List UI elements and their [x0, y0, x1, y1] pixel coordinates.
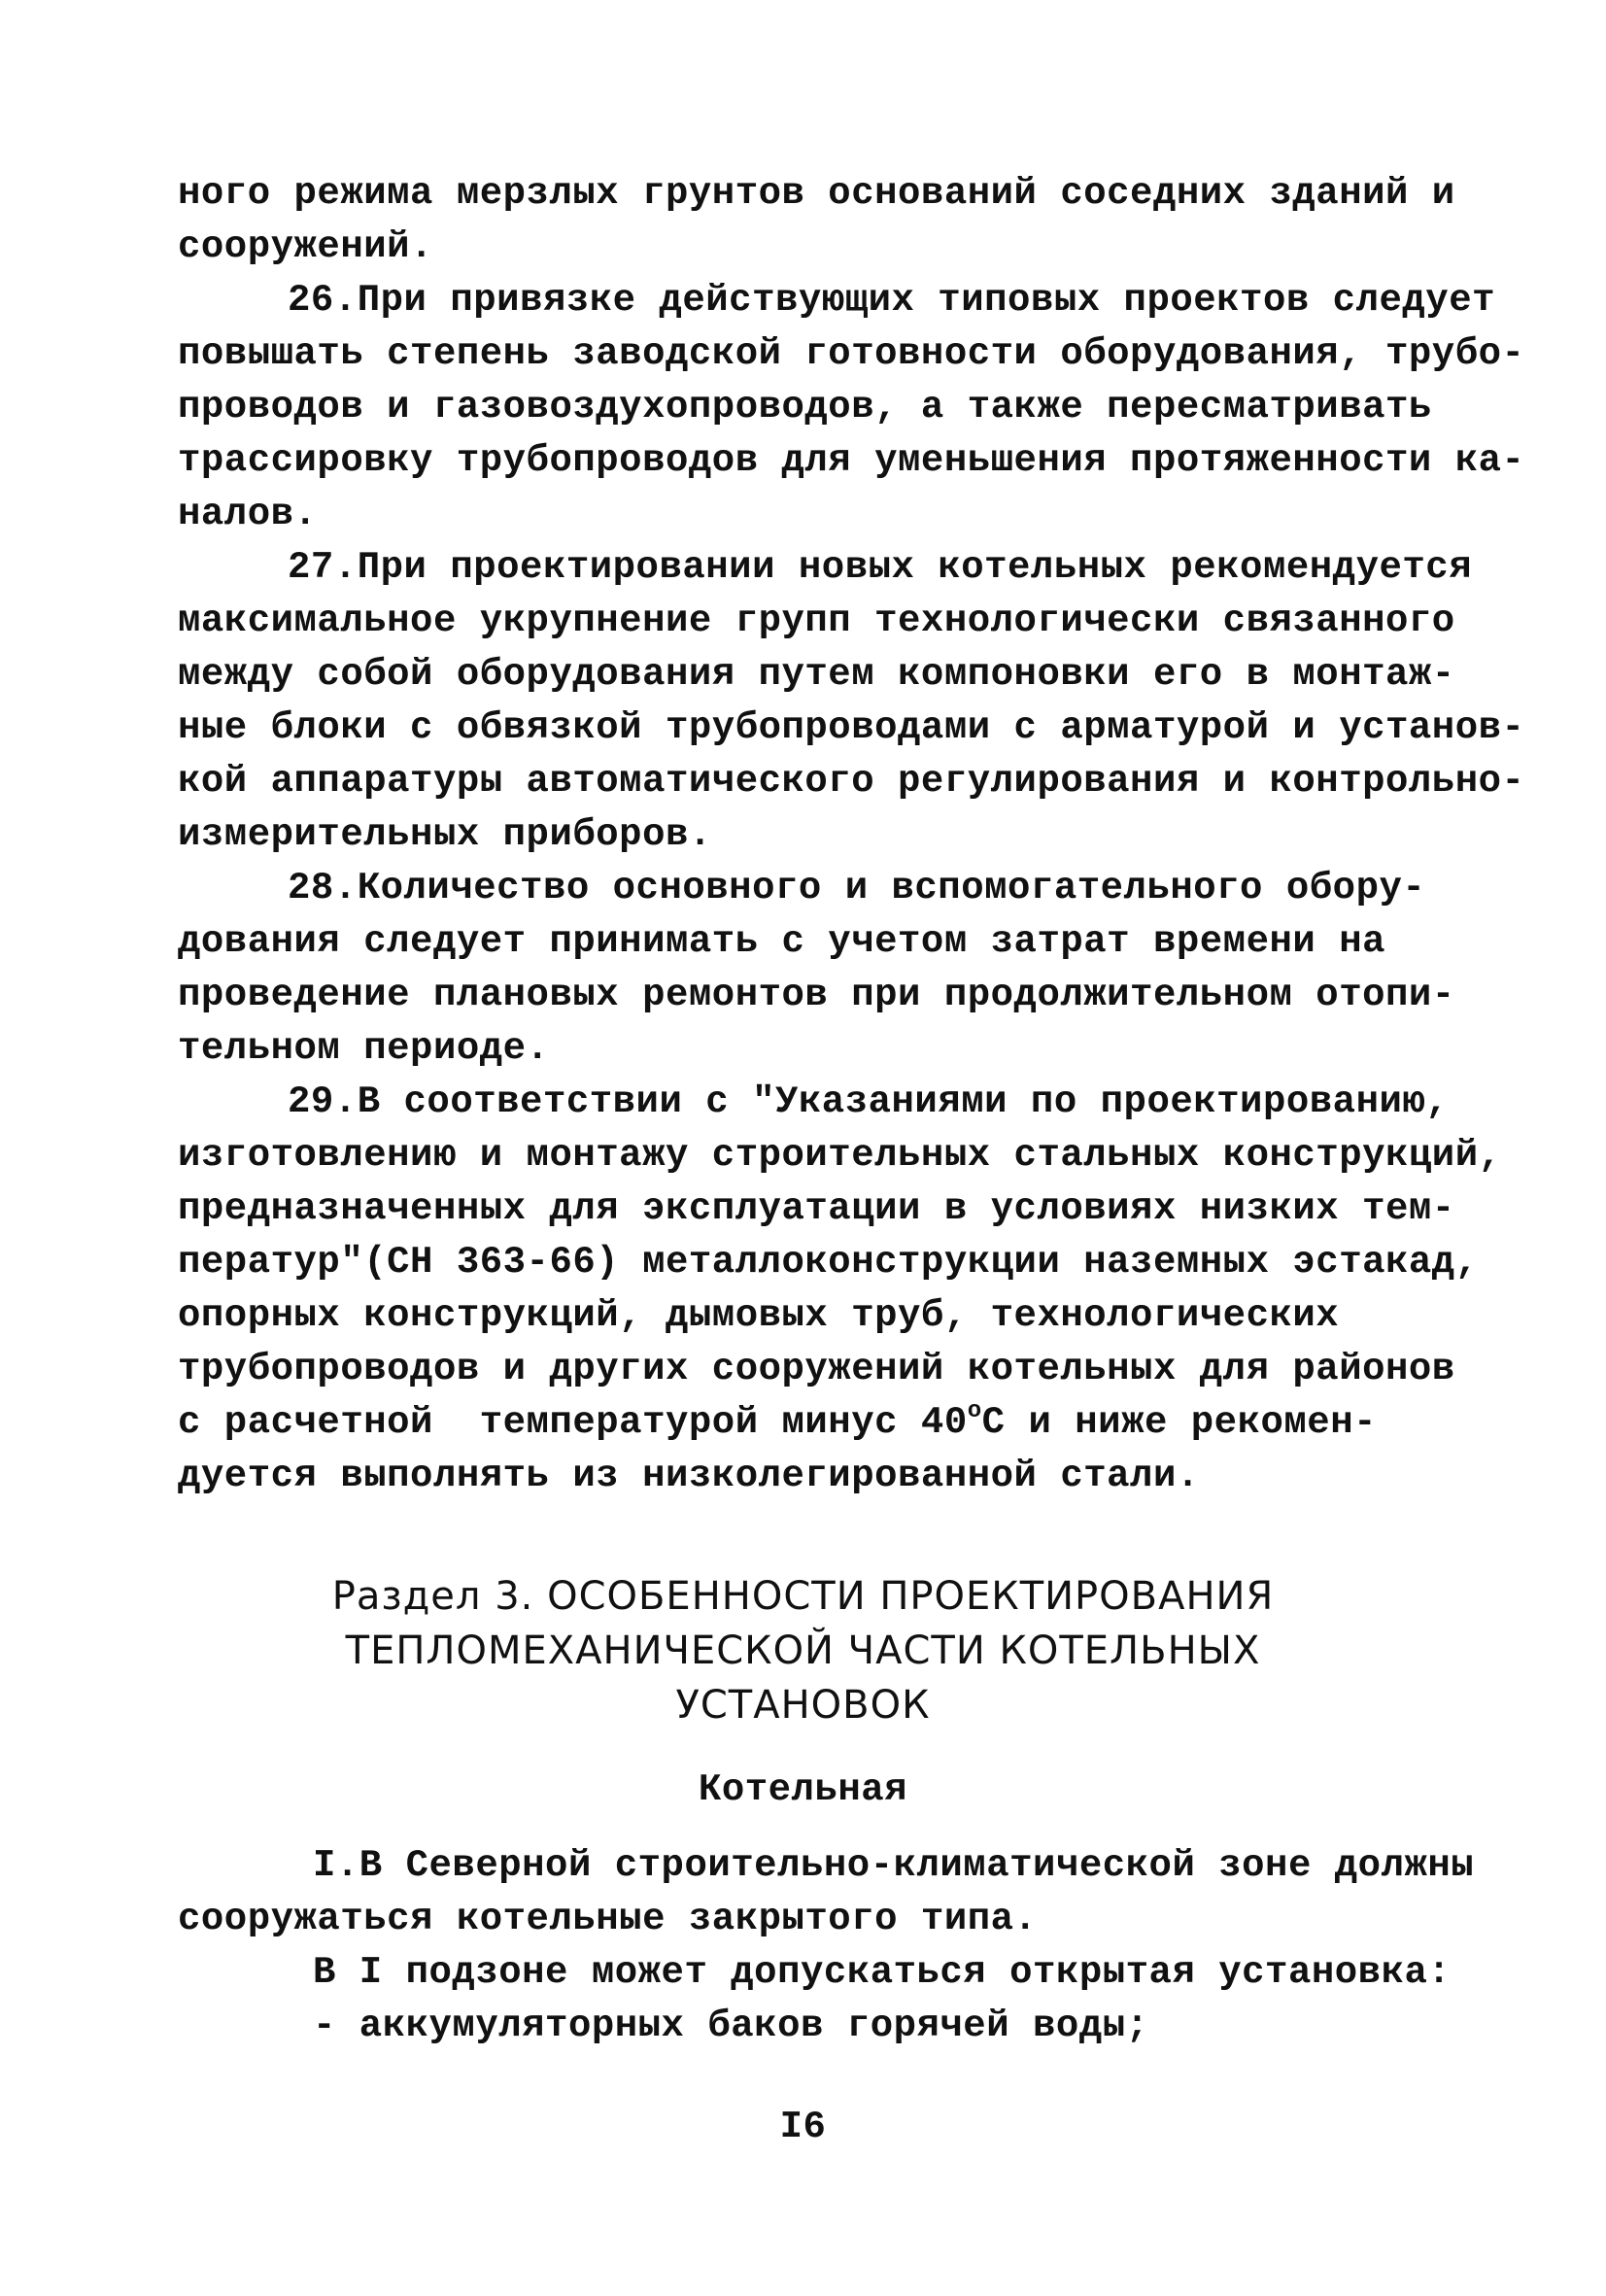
- section-heading-line-2: ТЕПЛОМЕХАНИЧЕСКОЙ ЧАСТИ КОТЕЛЬНЫХ: [345, 1628, 1261, 1673]
- item-28-line-3: проведение плановых ремонтов при продолжительном отопи-: [178, 974, 1455, 1016]
- item-26-line-3: проводов и газовоздухопроводов, а также пересматривать: [178, 386, 1432, 428]
- continuation-line-1: ного режима мерзлых грунтов оснований соседних зданий и: [178, 172, 1455, 215]
- section-heading-line-1: Раздел 3. ОСОБЕННОСТИ ПРОЕКТИРОВАНИЯ: [331, 1574, 1275, 1619]
- item-29-line-8: дуется выполнять из низколегированной стали.: [178, 1455, 1200, 1497]
- subzone-text: В I подзоне может допускаться открытая установка:: [313, 1951, 1452, 1994]
- page-number: I6: [779, 2106, 827, 2148]
- item-28-line-4: тельном периоде.: [178, 1027, 550, 1070]
- item-1-line-1: I.В Северной строительно-климатической зоне должны: [313, 1844, 1475, 1887]
- item-26-line-1: 26.При привязке действующих типовых проектов следует: [288, 279, 1495, 322]
- continuation-line-2: сооружений.: [178, 225, 433, 268]
- item-29-line-5: опорных конструкций, дымовых труб, технологических: [178, 1294, 1340, 1337]
- item-28-line-2: дования следует принимать с учетом затрат времени на: [178, 920, 1385, 963]
- item-29-line-7: [178, 1396, 1377, 1450]
- item-27-line-3: между собой оборудования путем компоновки его в монтаж-: [178, 653, 1455, 696]
- subsection-title: Котельная: [698, 1768, 908, 1811]
- item-27-line-5: кой аппаратуры автоматического регулирования и контрольно-: [178, 760, 1525, 803]
- item-27-line-2: максимальное укрупнение групп технологически связанного: [178, 600, 1455, 642]
- subzone-list-item: - аккумуляторных баков горячей воды;: [313, 2005, 1149, 2047]
- item-27-line-4: ные блоки с обвязкой трубопроводами с арматурой и установ-: [178, 706, 1525, 749]
- item-29-line-6: трубопроводов и других сооружений котельных для районов: [178, 1348, 1455, 1390]
- item-26-line-2: повышать степень заводской готовности оборудования, трубо-: [178, 332, 1525, 375]
- item-29-line-2: изготовлению и монтажу строительных стальных конструкций,: [178, 1134, 1502, 1177]
- item-26-line-5: налов.: [178, 493, 318, 535]
- item-1-line-2: сооружаться котельные закрытого типа.: [178, 1898, 1038, 1940]
- item-29-line-3: предназначенных для эксплуатации в условиях низких тем-: [178, 1187, 1455, 1230]
- temperature-text-after: С и ниже рекомен-: [981, 1401, 1378, 1444]
- temperature-text-before: с расчетной температурой минус 40: [178, 1401, 968, 1444]
- degree-superscript: о: [967, 1398, 982, 1424]
- item-29-line-4: ператур"(СН 363-66) металлоконструкции наземных эстакад,: [178, 1241, 1479, 1284]
- item-26-line-4: трассировку трубопроводов для уменьшения протяженности ка-: [178, 439, 1525, 482]
- item-29-line-1: 29.В соответствии с "Указаниями по проектированию,: [288, 1080, 1450, 1123]
- item-28-line-1: 28.Количество основного и вспомогательного обору-: [288, 867, 1426, 909]
- item-27-line-6: измерительных приборов.: [178, 813, 712, 856]
- item-27-line-1: 27.При проектировании новых котельных рекомендуется: [288, 546, 1473, 589]
- section-heading-line-3: УСТАНОВОК: [675, 1683, 931, 1728]
